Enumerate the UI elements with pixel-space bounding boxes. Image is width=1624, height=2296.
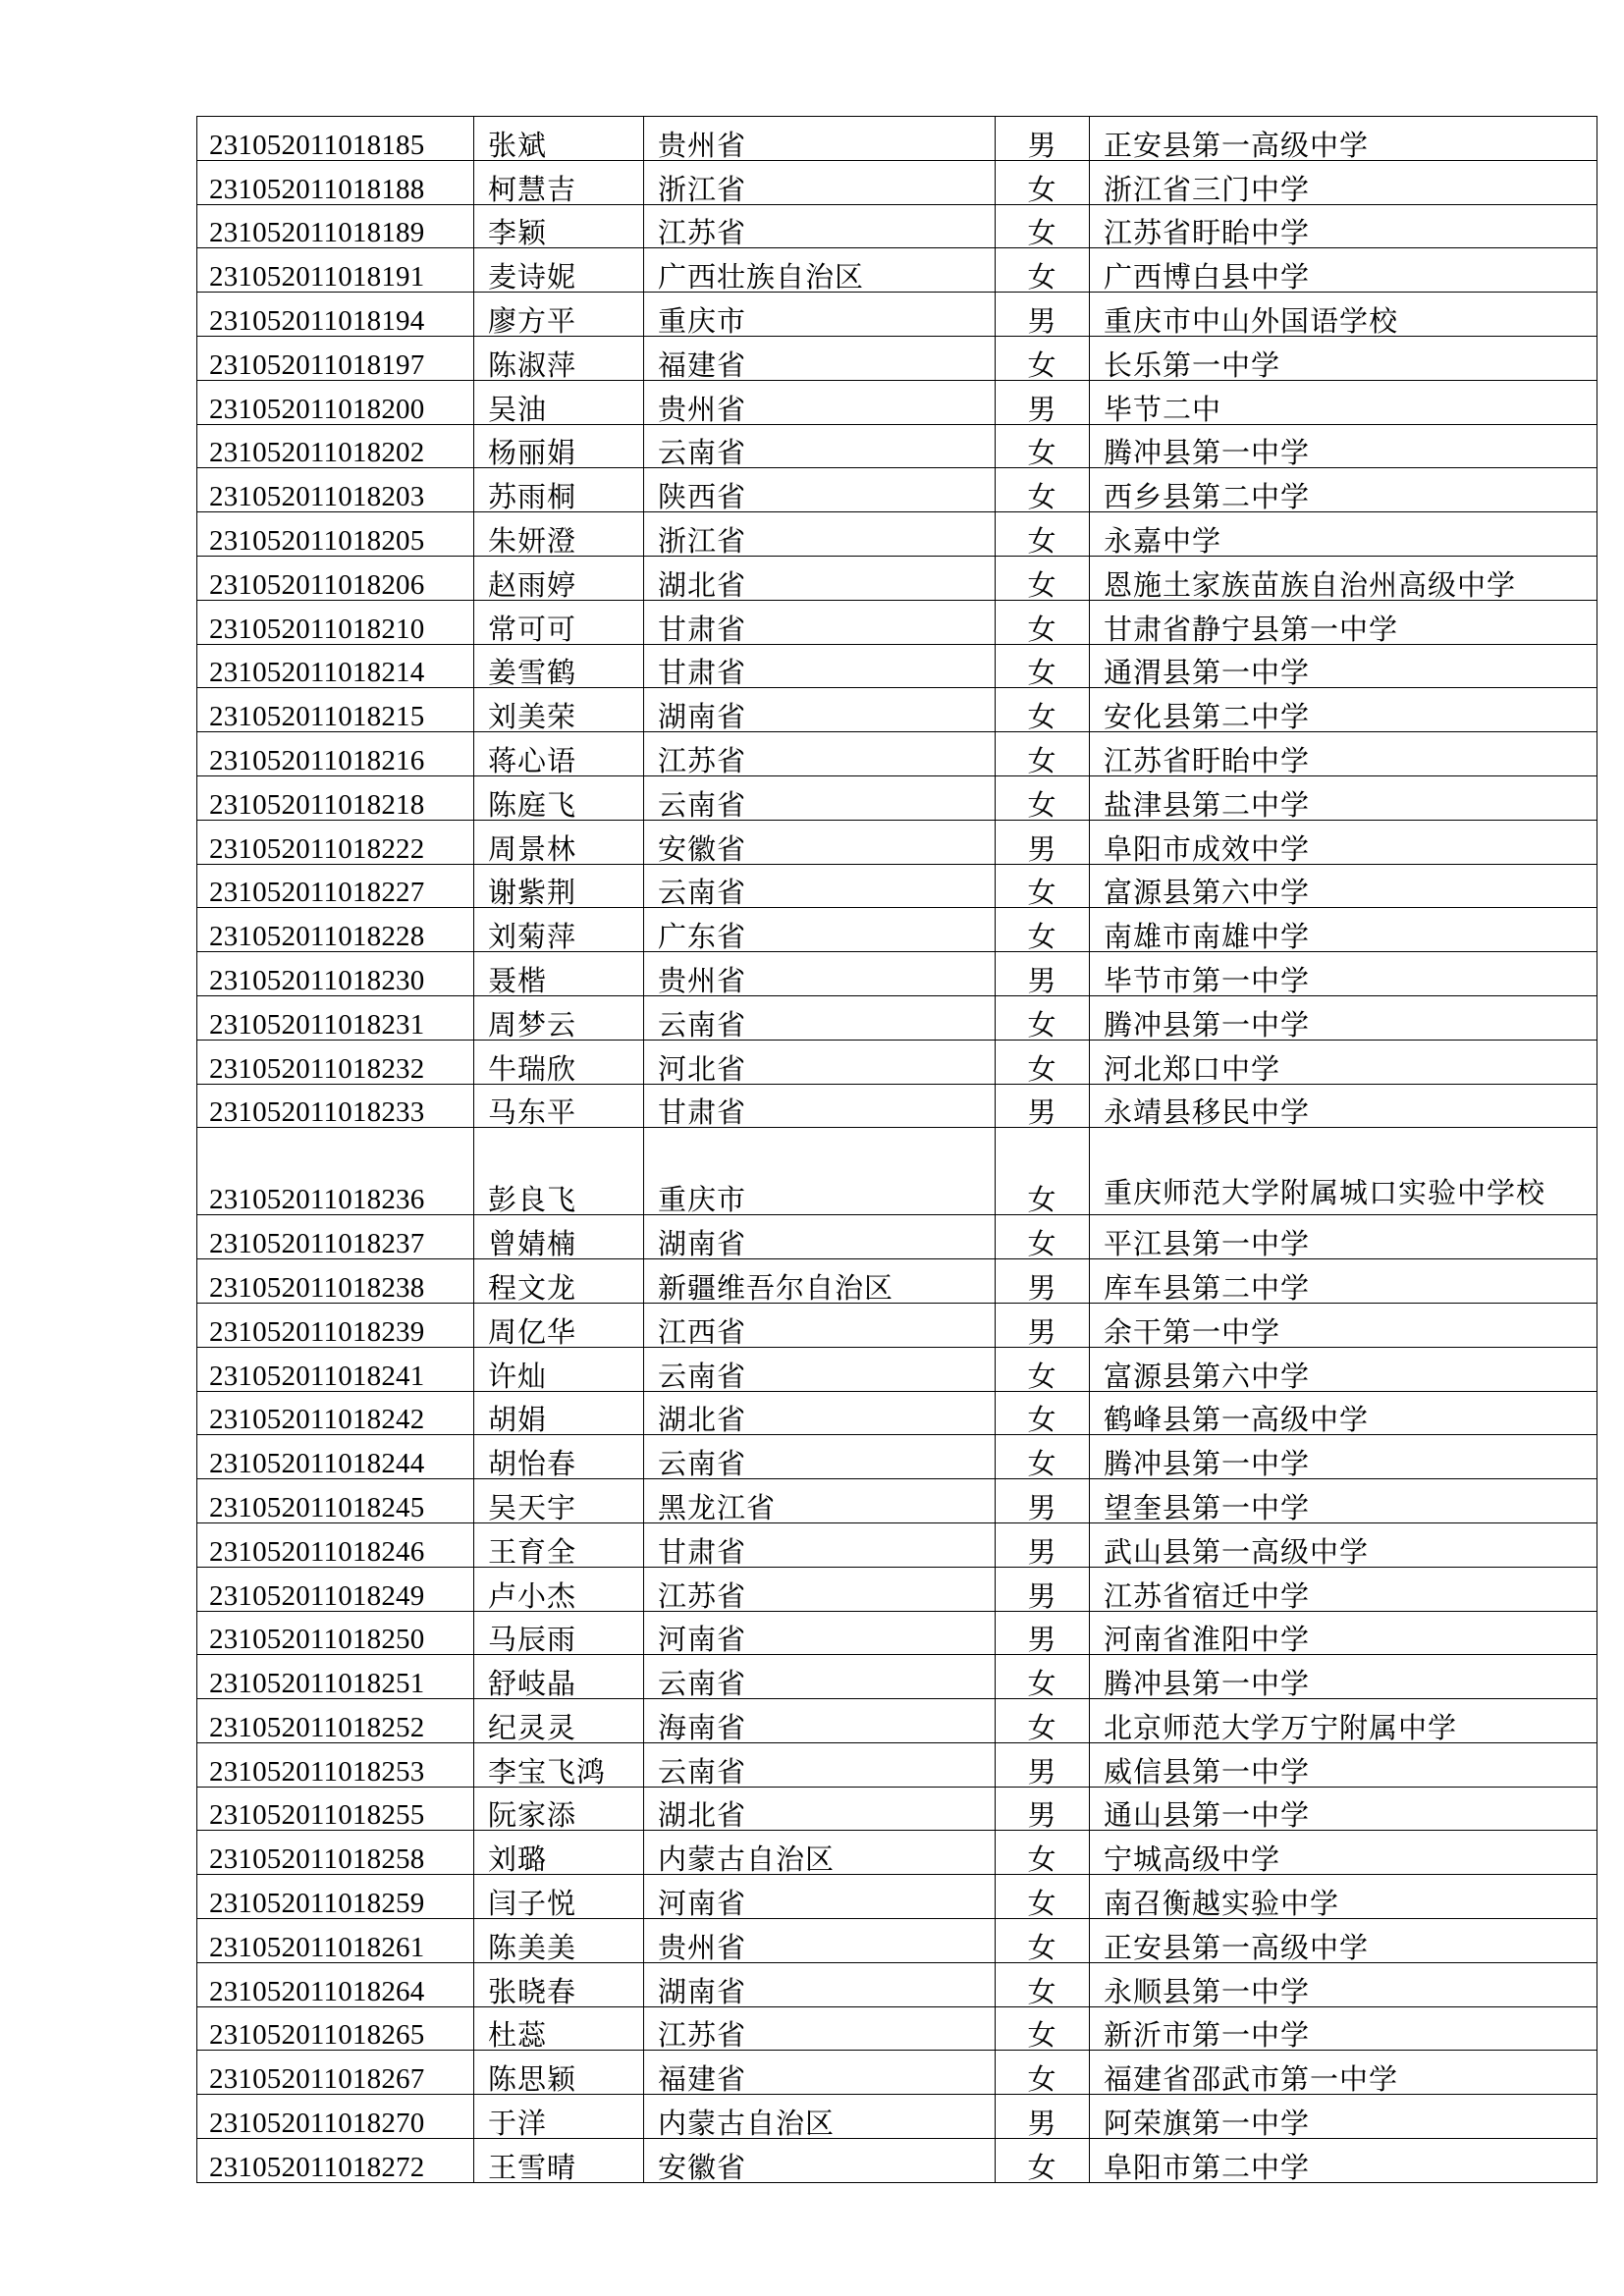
gender-cell: 女 [996,1128,1090,1215]
table-row [197,512,1597,557]
school-cell: 甘肃省静宁县第一中学 [1090,600,1597,644]
gender-cell: 女 [996,1875,1090,1919]
school-cell: 正安县第一高级中学 [1090,117,1597,161]
gender-cell: 男 [996,1611,1090,1655]
table-row [197,2051,1597,2095]
gender-cell: 男 [996,2095,1090,2139]
school-cell: 鹤峰县第一高级中学 [1090,1391,1597,1435]
province-cell: 江苏省 [644,204,996,248]
student-id-cell: 231052011018252 [197,1699,474,1743]
school-cell: 余干第一中学 [1090,1303,1597,1347]
student-name-cell: 刘美荣 [474,688,644,732]
school-cell: 阜阳市第二中学 [1090,2139,1597,2183]
school-cell: 平江县第一中学 [1090,1215,1597,1259]
student-id-cell: 231052011018232 [197,1040,474,1084]
province-cell: 云南省 [644,424,996,468]
school-cell: 江苏省宿迁中学 [1090,1567,1597,1611]
table-row [197,556,1597,600]
table-row [197,1655,1597,1699]
gender-cell: 男 [996,293,1090,337]
student-name-cell: 阮家添 [474,1787,644,1831]
student-name-cell: 曾婧楠 [474,1215,644,1259]
student-id-cell: 231052011018265 [197,2006,474,2051]
student-id-cell: 231052011018251 [197,1655,474,1699]
school-cell: 腾冲县第一中学 [1090,1655,1597,1699]
student-name-cell: 周景林 [474,820,644,864]
student-name-cell: 姜雪鹤 [474,644,644,688]
school-cell: 毕节二中 [1090,380,1597,424]
table-row [197,732,1597,776]
province-cell: 河南省 [644,1611,996,1655]
gender-cell: 女 [996,864,1090,908]
student-name-cell: 马辰雨 [474,1611,644,1655]
roster-body [197,117,1597,2183]
table-row [197,380,1597,424]
gender-cell: 男 [996,380,1090,424]
gender-cell: 女 [996,556,1090,600]
province-cell: 湖北省 [644,1787,996,1831]
province-cell: 广东省 [644,908,996,952]
gender-cell: 女 [996,1962,1090,2006]
table-row [197,1522,1597,1567]
province-cell: 重庆市 [644,293,996,337]
student-name-cell: 陈美美 [474,1919,644,1963]
table-row [197,644,1597,688]
student-name-cell: 柯慧吉 [474,160,644,204]
student-name-cell: 陈淑萍 [474,336,644,380]
gender-cell: 女 [996,600,1090,644]
province-cell: 湖北省 [644,556,996,600]
table-row [197,1303,1597,1347]
table-row [197,1391,1597,1435]
province-cell: 云南省 [644,995,996,1040]
province-cell: 云南省 [644,1742,996,1787]
student-id-cell: 231052011018188 [197,160,474,204]
school-cell: 通山县第一中学 [1090,1787,1597,1831]
student-id-cell: 231052011018233 [197,1084,474,1128]
table-row [197,117,1597,161]
gender-cell: 女 [996,1919,1090,1963]
school-cell: 腾冲县第一中学 [1090,424,1597,468]
student-name-cell: 陈庭飞 [474,775,644,820]
gender-cell: 男 [996,1084,1090,1128]
school-cell: 广西博白县中学 [1090,248,1597,293]
student-id-cell: 231052011018200 [197,380,474,424]
gender-cell: 女 [996,995,1090,1040]
student-name-cell: 王雪晴 [474,2139,644,2183]
school-cell: 盐津县第二中学 [1090,775,1597,820]
province-cell: 贵州省 [644,117,996,161]
school-cell: 南召衡越实验中学 [1090,1875,1597,1919]
table-row [197,1435,1597,1479]
province-cell: 福建省 [644,336,996,380]
gender-cell: 女 [996,1655,1090,1699]
school-cell: 腾冲县第一中学 [1090,995,1597,1040]
province-cell: 贵州省 [644,952,996,996]
student-id-cell: 231052011018250 [197,1611,474,1655]
province-cell: 甘肃省 [644,600,996,644]
student-id-cell: 231052011018191 [197,248,474,293]
province-cell: 甘肃省 [644,644,996,688]
student-name-cell: 杜蕊 [474,2006,644,2051]
table-row [197,1699,1597,1743]
table-row [197,2006,1597,2051]
student-name-cell: 卢小杰 [474,1567,644,1611]
student-name-cell: 杨丽娟 [474,424,644,468]
student-id-cell: 231052011018261 [197,1919,474,1963]
student-name-cell: 赵雨婷 [474,556,644,600]
student-name-cell: 麦诗妮 [474,248,644,293]
gender-cell: 男 [996,1742,1090,1787]
student-name-cell: 苏雨桐 [474,468,644,512]
student-id-cell: 231052011018206 [197,556,474,600]
gender-cell: 女 [996,424,1090,468]
gender-cell: 男 [996,1303,1090,1347]
student-id-cell: 231052011018227 [197,864,474,908]
province-cell: 云南省 [644,1347,996,1391]
gender-cell: 女 [996,2006,1090,2051]
school-cell: 重庆市中山外国语学校 [1090,293,1597,337]
gender-cell: 女 [996,1040,1090,1084]
province-cell: 甘肃省 [644,1522,996,1567]
student-id-cell: 231052011018216 [197,732,474,776]
student-name-cell: 舒岐晶 [474,1655,644,1699]
school-cell: 江苏省盱眙中学 [1090,204,1597,248]
student-name-cell: 常可可 [474,600,644,644]
school-cell: 武山县第一高级中学 [1090,1522,1597,1567]
student-id-cell: 231052011018222 [197,820,474,864]
student-id-cell: 231052011018228 [197,908,474,952]
table-row [197,468,1597,512]
gender-cell: 男 [996,952,1090,996]
student-name-cell: 吴天宇 [474,1479,644,1523]
student-id-cell: 231052011018272 [197,2139,474,2183]
province-cell: 云南省 [644,864,996,908]
student-name-cell: 吴油 [474,380,644,424]
school-cell: 库车县第二中学 [1090,1259,1597,1304]
table-row [197,864,1597,908]
table-row [197,775,1597,820]
student-id-cell: 231052011018202 [197,424,474,468]
student-name-cell: 张斌 [474,117,644,161]
student-name-cell: 刘璐 [474,1831,644,1875]
gender-cell: 女 [996,1435,1090,1479]
province-cell: 河北省 [644,1040,996,1084]
school-cell: 新沂市第一中学 [1090,2006,1597,2051]
school-cell: 永嘉中学 [1090,512,1597,557]
province-cell: 安徽省 [644,820,996,864]
table-row [197,1479,1597,1523]
student-id-cell: 231052011018239 [197,1303,474,1347]
school-cell: 福建省邵武市第一中学 [1090,2051,1597,2095]
province-cell: 重庆市 [644,1128,996,1215]
student-id-cell: 231052011018253 [197,1742,474,1787]
student-name-cell: 陈思颖 [474,2051,644,2095]
school-cell: 宁城高级中学 [1090,1831,1597,1875]
gender-cell: 女 [996,160,1090,204]
table-row [197,1567,1597,1611]
student-id-cell: 231052011018203 [197,468,474,512]
province-cell: 江苏省 [644,1567,996,1611]
gender-cell: 女 [996,468,1090,512]
gender-cell: 女 [996,775,1090,820]
table-row [197,1128,1597,1215]
school-cell: 长乐第一中学 [1090,336,1597,380]
province-cell: 河南省 [644,1875,996,1919]
province-cell: 广西壮族自治区 [644,248,996,293]
student-name-cell: 胡怡春 [474,1435,644,1479]
gender-cell: 女 [996,1831,1090,1875]
province-cell: 湖北省 [644,1391,996,1435]
student-name-cell: 聂楷 [474,952,644,996]
student-name-cell: 朱妍澄 [474,512,644,557]
student-name-cell: 廖方平 [474,293,644,337]
province-cell: 内蒙古自治区 [644,1831,996,1875]
school-cell: 富源县第六中学 [1090,864,1597,908]
table-row [197,1611,1597,1655]
gender-cell: 女 [996,2051,1090,2095]
table-row [197,1215,1597,1259]
gender-cell: 男 [996,1522,1090,1567]
student-id-cell: 231052011018246 [197,1522,474,1567]
table-row [197,160,1597,204]
student-id-cell: 231052011018244 [197,1435,474,1479]
school-cell: 重庆师范大学附属城口实验中学校 [1090,1128,1597,1215]
gender-cell: 男 [996,1567,1090,1611]
province-cell: 贵州省 [644,1919,996,1963]
province-cell: 贵州省 [644,380,996,424]
student-id-cell: 231052011018230 [197,952,474,996]
student-id-cell: 231052011018258 [197,1831,474,1875]
table-row [197,1787,1597,1831]
student-roster-table [196,116,1597,2183]
table-row [197,1962,1597,2006]
province-cell: 黑龙江省 [644,1479,996,1523]
student-name-cell: 胡娟 [474,1391,644,1435]
table-row [197,204,1597,248]
province-cell: 陕西省 [644,468,996,512]
province-cell: 海南省 [644,1699,996,1743]
student-id-cell: 231052011018270 [197,2095,474,2139]
gender-cell: 女 [996,204,1090,248]
province-cell: 湖南省 [644,1962,996,2006]
gender-cell: 男 [996,820,1090,864]
table-row [197,248,1597,293]
table-row [197,908,1597,952]
student-id-cell: 231052011018238 [197,1259,474,1304]
school-cell: 通渭县第一中学 [1090,644,1597,688]
student-id-cell: 231052011018194 [197,293,474,337]
student-name-cell: 程文龙 [474,1259,644,1304]
gender-cell: 女 [996,336,1090,380]
province-cell: 内蒙古自治区 [644,2095,996,2139]
table-row [197,336,1597,380]
gender-cell: 男 [996,1787,1090,1831]
table-row [197,688,1597,732]
student-id-cell: 231052011018205 [197,512,474,557]
table-row [197,1919,1597,1963]
student-id-cell: 231052011018267 [197,2051,474,2095]
gender-cell: 女 [996,732,1090,776]
gender-cell: 女 [996,1215,1090,1259]
student-name-cell: 王育全 [474,1522,644,1567]
student-name-cell: 闫子悦 [474,1875,644,1919]
student-id-cell: 231052011018249 [197,1567,474,1611]
student-name-cell: 张晓春 [474,1962,644,2006]
school-cell: 永靖县移民中学 [1090,1084,1597,1128]
student-id-cell: 231052011018214 [197,644,474,688]
table-row [197,1259,1597,1304]
province-cell: 云南省 [644,1435,996,1479]
table-row [197,1040,1597,1084]
gender-cell: 男 [996,1479,1090,1523]
school-cell: 毕节市第一中学 [1090,952,1597,996]
student-id-cell: 231052011018185 [197,117,474,161]
table-row [197,1084,1597,1128]
school-cell: 西乡县第二中学 [1090,468,1597,512]
school-cell: 浙江省三门中学 [1090,160,1597,204]
student-id-cell: 231052011018259 [197,1875,474,1919]
gender-cell: 女 [996,1391,1090,1435]
student-id-cell: 231052011018241 [197,1347,474,1391]
student-name-cell: 于洋 [474,2095,644,2139]
province-cell: 新疆维吾尔自治区 [644,1259,996,1304]
school-cell: 河南省淮阳中学 [1090,1611,1597,1655]
gender-cell: 女 [996,688,1090,732]
school-cell: 安化县第二中学 [1090,688,1597,732]
student-name-cell: 许灿 [474,1347,644,1391]
student-name-cell: 刘菊萍 [474,908,644,952]
school-cell: 南雄市南雄中学 [1090,908,1597,952]
province-cell: 江苏省 [644,2006,996,2051]
student-name-cell: 彭良飞 [474,1128,644,1215]
school-cell: 富源县第六中学 [1090,1347,1597,1391]
table-row [197,600,1597,644]
student-name-cell: 谢紫荆 [474,864,644,908]
province-cell: 湖南省 [644,1215,996,1259]
student-id-cell: 231052011018255 [197,1787,474,1831]
gender-cell: 女 [996,512,1090,557]
province-cell: 安徽省 [644,2139,996,2183]
school-cell: 恩施土家族苗族自治州高级中学 [1090,556,1597,600]
province-cell: 江西省 [644,1303,996,1347]
table-row [197,293,1597,337]
student-name-cell: 蒋心语 [474,732,644,776]
gender-cell: 女 [996,248,1090,293]
student-id-cell: 231052011018197 [197,336,474,380]
student-name-cell: 马东平 [474,1084,644,1128]
gender-cell: 女 [996,2139,1090,2183]
student-id-cell: 231052011018245 [197,1479,474,1523]
province-cell: 云南省 [644,1655,996,1699]
school-cell: 阿荣旗第一中学 [1090,2095,1597,2139]
school-cell: 威信县第一中学 [1090,1742,1597,1787]
student-name-cell: 李颖 [474,204,644,248]
student-id-cell: 231052011018210 [197,600,474,644]
province-cell: 江苏省 [644,732,996,776]
school-cell: 正安县第一高级中学 [1090,1919,1597,1963]
table-row [197,2095,1597,2139]
school-cell: 永顺县第一中学 [1090,1962,1597,2006]
school-cell: 北京师范大学万宁附属中学 [1090,1699,1597,1743]
table-row [197,1831,1597,1875]
student-name-cell: 周亿华 [474,1303,644,1347]
school-cell: 江苏省盱眙中学 [1090,732,1597,776]
student-name-cell: 纪灵灵 [474,1699,644,1743]
school-cell: 望奎县第一中学 [1090,1479,1597,1523]
student-id-cell: 231052011018237 [197,1215,474,1259]
gender-cell: 男 [996,1259,1090,1304]
province-cell: 云南省 [644,775,996,820]
student-name-cell: 牛瑞欣 [474,1040,644,1084]
gender-cell: 女 [996,1347,1090,1391]
province-cell: 湖南省 [644,688,996,732]
student-id-cell: 231052011018231 [197,995,474,1040]
school-cell: 腾冲县第一中学 [1090,1435,1597,1479]
gender-cell: 女 [996,644,1090,688]
table-row [197,424,1597,468]
province-cell: 浙江省 [644,512,996,557]
province-cell: 福建省 [644,2051,996,2095]
student-id-cell: 231052011018264 [197,1962,474,2006]
student-id-cell: 231052011018189 [197,204,474,248]
school-cell: 阜阳市成效中学 [1090,820,1597,864]
gender-cell: 女 [996,908,1090,952]
gender-cell: 女 [996,1699,1090,1743]
province-cell: 浙江省 [644,160,996,204]
school-cell: 河北郑口中学 [1090,1040,1597,1084]
student-id-cell: 231052011018218 [197,775,474,820]
table-row [197,1347,1597,1391]
table-row [197,995,1597,1040]
table-row [197,1742,1597,1787]
student-name-cell: 周梦云 [474,995,644,1040]
province-cell: 甘肃省 [644,1084,996,1128]
table-row [197,820,1597,864]
table-row [197,2139,1597,2183]
student-id-cell: 231052011018215 [197,688,474,732]
table-row [197,1875,1597,1919]
student-name-cell: 李宝飞鸿 [474,1742,644,1787]
student-id-cell: 231052011018236 [197,1128,474,1215]
table-row [197,952,1597,996]
gender-cell: 男 [996,117,1090,161]
student-id-cell: 231052011018242 [197,1391,474,1435]
